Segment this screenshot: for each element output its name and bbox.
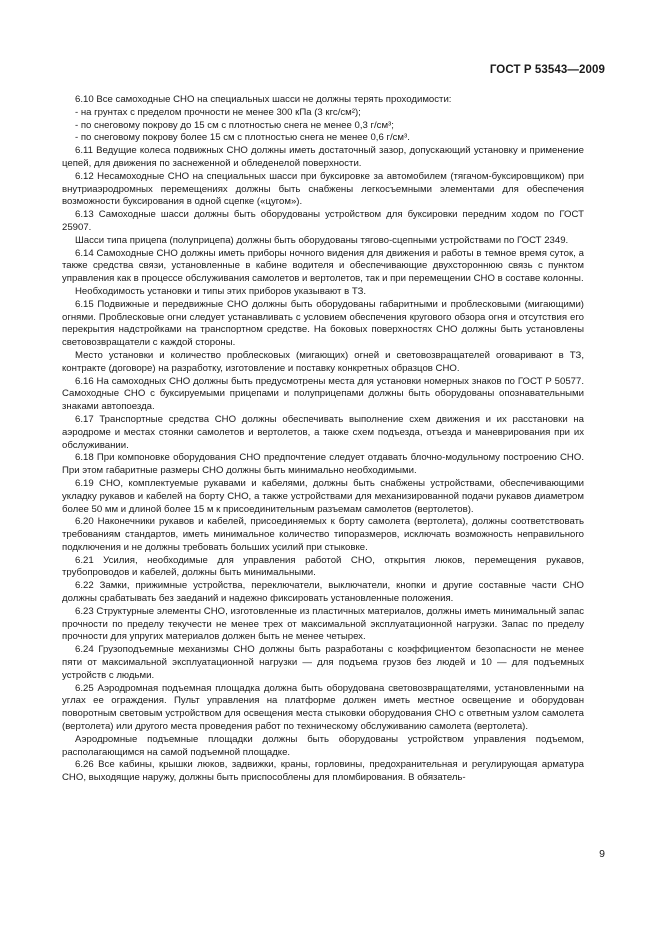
paragraph-6-14-devices: Необходимость установки и типы этих приборов указывают в ТЗ. xyxy=(75,285,367,297)
list-item: - по снеговому покрову более 15 см с плотностью снега не менее 0,6 г/см³. xyxy=(75,132,410,144)
paragraph-6-13: 6.13 Самоходные шасси должны быть оборудованы устройством для буксировки передним ходом по ГОСТ 25907. xyxy=(62,209,584,233)
paragraph-6-15: 6.15 Подвижные и передвижные СНО должны быть оборудованы габаритными и проблесковыми (мигающими) огнями. Проблесковые огни следует устанавливать с условием обеспечения кругового обзора огня и отсутствия его перекрытия надстройками на транспортном средстве. На боковых поверхностях СНО должны быть установлены световозвращатели с каждой стороны. xyxy=(62,298,584,349)
paragraph-6-24: 6.24 Грузоподъемные механизмы СНО должны быть разработаны с коэффициентом безопасности не менее пяти от максимальной эксплуатационной нагрузки — для подъема грузов без людей и 10 — для подъемных устройств с людьми. xyxy=(62,644,584,681)
paragraph-6-11: 6.11 Ведущие колеса подвижных СНО должны иметь достаточный зазор, допускающий установку и применение цепей, для движения по заснеженной и обледенелой поверхности. xyxy=(62,145,584,169)
paragraph-6-23: 6.23 Структурные элементы СНО, изготовленные из пластичных материалов, должны иметь минимальный запас прочности по пределу текучести не менее трех от максимальной эксплуатационной нагрузки. Запас по пределу прочности для упругих материалов должен быть не менее четырех. xyxy=(62,605,584,643)
paragraph-6-15-placement: Место установки и количество проблесковых (мигающих) огней и световозвращателей оговаривают в ТЗ, контракте (договоре) на разработку, изготовление и поставку конкретных образцов СНО. xyxy=(62,349,584,374)
list-item: - на грунтах с пределом прочности не менее 300 кПа (3 кгс/см²); xyxy=(75,106,361,118)
paragraph-6-10: 6.10 Все самоходные СНО на специальных шасси не должны терять проходимости: xyxy=(75,94,452,105)
paragraph-6-21: 6.21 Усилия, необходимые для управления работой СНО, открытия люков, перемещения рукавов, трубопроводов и кабелей, должны быть минимальными. xyxy=(62,554,584,579)
paragraph-6-14: 6.14 Самоходные СНО должны иметь приборы ночного видения для движения и работы в темное время суток, а также средства связи, установленные в кабине водителя и обеспечивающие двухстороннюю связь с пунктом управления как в процессе обслуживания самолетов и вертолетов, так и при перемещении СНО в составе колонны. xyxy=(62,247,584,285)
paragraph-6-26: 6.26 Все кабины, крышки люков, задвижки, краны, горловины, предохранительная и регулирующая арматура СНО, выходящие наружу, должны быть приспособлены для пломбирования. В обязатель- xyxy=(62,759,584,784)
paragraph-6-25-platforms: Аэродромные подъемные площадки должны быть оборудованы устройством управления подъемом, располагающимся на самой подъемной площадке. xyxy=(62,733,584,758)
paragraph-6-17: 6.17 Транспортные средства СНО должны обеспечивать выполнение схем движения и их расстановки на аэродроме и местах стоянки самолетов и вертолетов, а также схем подъезда, отъезда и маневрирования при их обслуживании. xyxy=(62,413,584,451)
page-number: 9 xyxy=(599,848,605,860)
list-item: - по снеговому покрову до 15 см с плотностью снега не менее 0,3 г/см³; xyxy=(75,119,394,131)
paragraph-6-19: 6.19 СНО, комплектуемые рукавами и кабелями, должны быть снабжены устройствами, обеспечивающими укладку рукавов и кабелей на борту СНО, а также устройствами для механизированной подачи рукавов диаметром более 50 мм и длиной более 15 м к присоединительным разъемам самолетов (вертолетов). xyxy=(62,477,584,515)
paragraph-6-25: 6.25 Аэродромная подъемная площадка должна быть оборудована световозвращателями, установленными на углах ее ограждения. Пульт управления на платформе должен иметь местное освещение и оборудован поворотным световым устройством для освещения места стыковки оборудования СНО с ответным узлом самолета (вертолета) или другого места проведения работ по техническому обслуживанию самолета (вертолета). xyxy=(62,682,584,733)
document-code: ГОСТ Р 53543—2009 xyxy=(489,64,605,76)
paragraph-6-20: 6.20 Наконечники рукавов и кабелей, присоединяемых к борту самолета (вертолета), должны соответствовать требованиям стандартов, иметь минимальное количество типоразмеров, исключать возможность неправильного подключения и не должны требовать больших усилий при стыковке. xyxy=(62,516,584,553)
document-body xyxy=(62,94,584,785)
paragraph-6-16: 6.16 На самоходных СНО должны быть предусмотрены места для установки номерных знаков по ГОСТ Р 50577. Самоходные СНО с буксируемыми прицепами и полуприцепами должны быть оборудованы опознавательными знаками автопоезда. xyxy=(62,375,584,413)
paragraph-6-22: 6.22 Замки, прижимные устройства, переключатели, выключатели, кнопки и другие составные части СНО должны срабатывать без заеданий и надежно фиксировать установленные положения. xyxy=(62,580,584,605)
paragraph-6-13-trailer: Шасси типа прицепа (полуприцепа) должны быть оборудованы тягово-сцепными устройствами по ГОСТ 2349. xyxy=(75,234,569,246)
paragraph-6-12: 6.12 Несамоходные СНО на специальных шасси при буксировке за автомобилем (тягачом-буксировщиком) при внутриаэродромных перемещениях должны быть снабжены легкосъемными элементами для обеспечения возможности буксирования в одной сцепке («цугом»). xyxy=(62,170,584,208)
paragraph-6-18: 6.18 При компоновке оборудования СНО предпочтение следует отдавать блочно-модульному построению СНО. При этом габаритные размеры СНО должны быть минимально необходимыми. xyxy=(62,452,584,477)
